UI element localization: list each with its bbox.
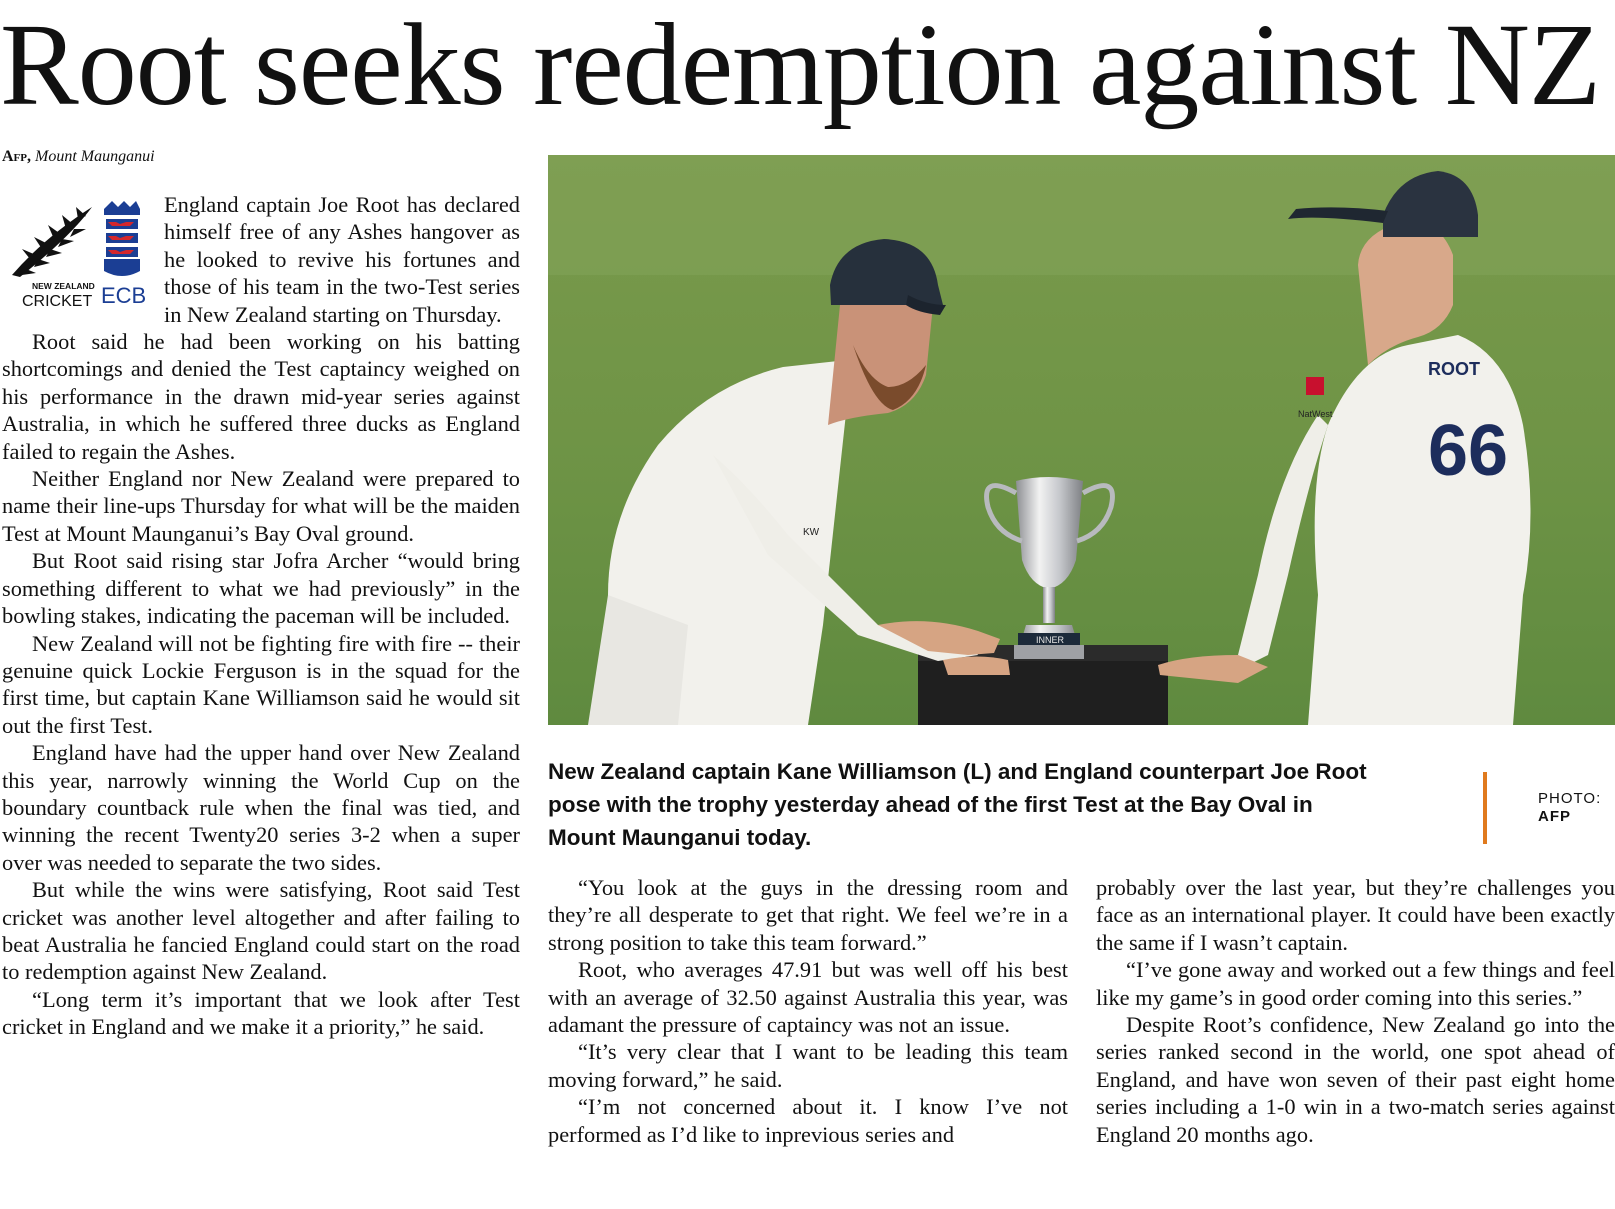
photo-caption: New Zealand captain Kane Williamson (L) and England counterpart Joe Root pose with the trophy yesterday ahead of the first Test at the Bay Oval in Mount Maunganui today. xyxy=(548,759,1367,850)
ecb-wordmark: ECB xyxy=(101,283,147,308)
byline-agency: Afp, xyxy=(2,148,31,165)
article-paragraph: probably over the last year, but they’re challenges you face as an international player. It could have been exactly the same if I wasn’t captain. xyxy=(1096,875,1615,955)
byline xyxy=(2,148,155,166)
headline: Root seeks redemption against NZ xyxy=(0,0,1601,130)
article-paragraph: But Root said rising star Jofra Archer “would bring something different to what we had previously” in the bowling stakes, indicating the paceman will be included. xyxy=(2,548,520,629)
ecb-crest-icon xyxy=(104,201,140,276)
williamson-initials: KW xyxy=(803,527,820,538)
article-paragraph: “I’ve gone away and worked out a few things and feel like my game’s in good order coming into this series.” xyxy=(1096,957,1615,1010)
root-shirt-number: 66 xyxy=(1428,411,1509,491)
article-paragraph: Despite Root’s confidence, New Zealand go into the series ranked second in the world, one spot ahead of England, and have won seven of their past eight home series including a 1-0 win in a two-match series against England 20 months ago. xyxy=(1096,1012,1615,1147)
article-paragraph: Root, who averages 47.91 but was well off his best with an average of 32.50 against Australia this year, was adamant the pressure of captaincy was not an issue. xyxy=(548,957,1068,1038)
trophy-plaque-text: INNER xyxy=(1036,635,1065,645)
article-paragraph: New Zealand will not be fighting fire with fire -- their genuine quick Lockie Ferguson is in the squad for the first time, but captain Kane Williamson said he would sit out the first Test. xyxy=(2,630,520,738)
article-paragraph: “Long term it’s important that we look after Test cricket in England and we make it a priority,” he said. xyxy=(2,986,520,1040)
photo-credit-label: PHOTO: xyxy=(1538,790,1602,807)
credit-divider xyxy=(1483,772,1487,844)
article-paragraph: “You look at the guys in the dressing room and they’re all desperate to get that right. We feel we’re in a strong position to take this team forward.” xyxy=(548,875,1068,955)
article-column-2 xyxy=(548,874,1068,1148)
natwest-logo-icon xyxy=(1306,377,1324,395)
team-logos xyxy=(0,197,158,315)
root-sponsor: NatWest xyxy=(1298,409,1333,419)
article-paragraph: England have had the upper hand over New Zealand this year, narrowly winning the World Cup on the boundary countback rule when the final was tied, and winning the recent Twenty20 series 3-2 when a super over was needed to separate the two sides. xyxy=(2,740,520,875)
article-paragraph: “It’s very clear that I want to be leading this team moving forward,” he said. xyxy=(548,1039,1068,1092)
root-shirt-name: ROOT xyxy=(1428,359,1480,379)
article-paragraph: “I’m not concerned about it. I know I’ve not performed as I’d like to inprevious series and xyxy=(548,1094,1068,1147)
article-paragraph: Neither England nor New Zealand were prepared to name their line-ups Thursday for what will be the maiden Test at Mount Maunganui’s Bay Oval ground. xyxy=(2,466,520,546)
article-paragraph: But while the wins were satisfying, Root said Test cricket was another level altogether and after failing to beat Australia he fancied England could start on the road to redemption against New Zealand. xyxy=(2,877,520,985)
nz-cricket-line1: NEW ZEALAND xyxy=(32,281,95,291)
byline-place: Mount Maunganui xyxy=(35,148,155,165)
photo-credit-name: AFP xyxy=(1538,808,1571,825)
captains-trophy-photo xyxy=(548,155,1615,725)
article-column-1 xyxy=(2,191,520,1041)
article-photo xyxy=(548,155,1615,725)
nz-cricket-line2: CRICKET xyxy=(22,293,93,310)
article-column-3 xyxy=(1096,874,1615,1148)
article-paragraph: England captain Joe Root has declared himself free of any Ashes hangover as he looked to revive his fortunes and those of his team in the two-Test series in New Zealand starting on Thursday. xyxy=(164,192,520,327)
silver-fern-logo-icon xyxy=(0,197,158,315)
article-paragraph: Root said he had been working on his batting shortcomings and denied the Test captaincy weighed on his performance in the drawn mid-year series against Australia, in which he suffered three ducks as England failed to regain the Ashes. xyxy=(2,329,520,464)
